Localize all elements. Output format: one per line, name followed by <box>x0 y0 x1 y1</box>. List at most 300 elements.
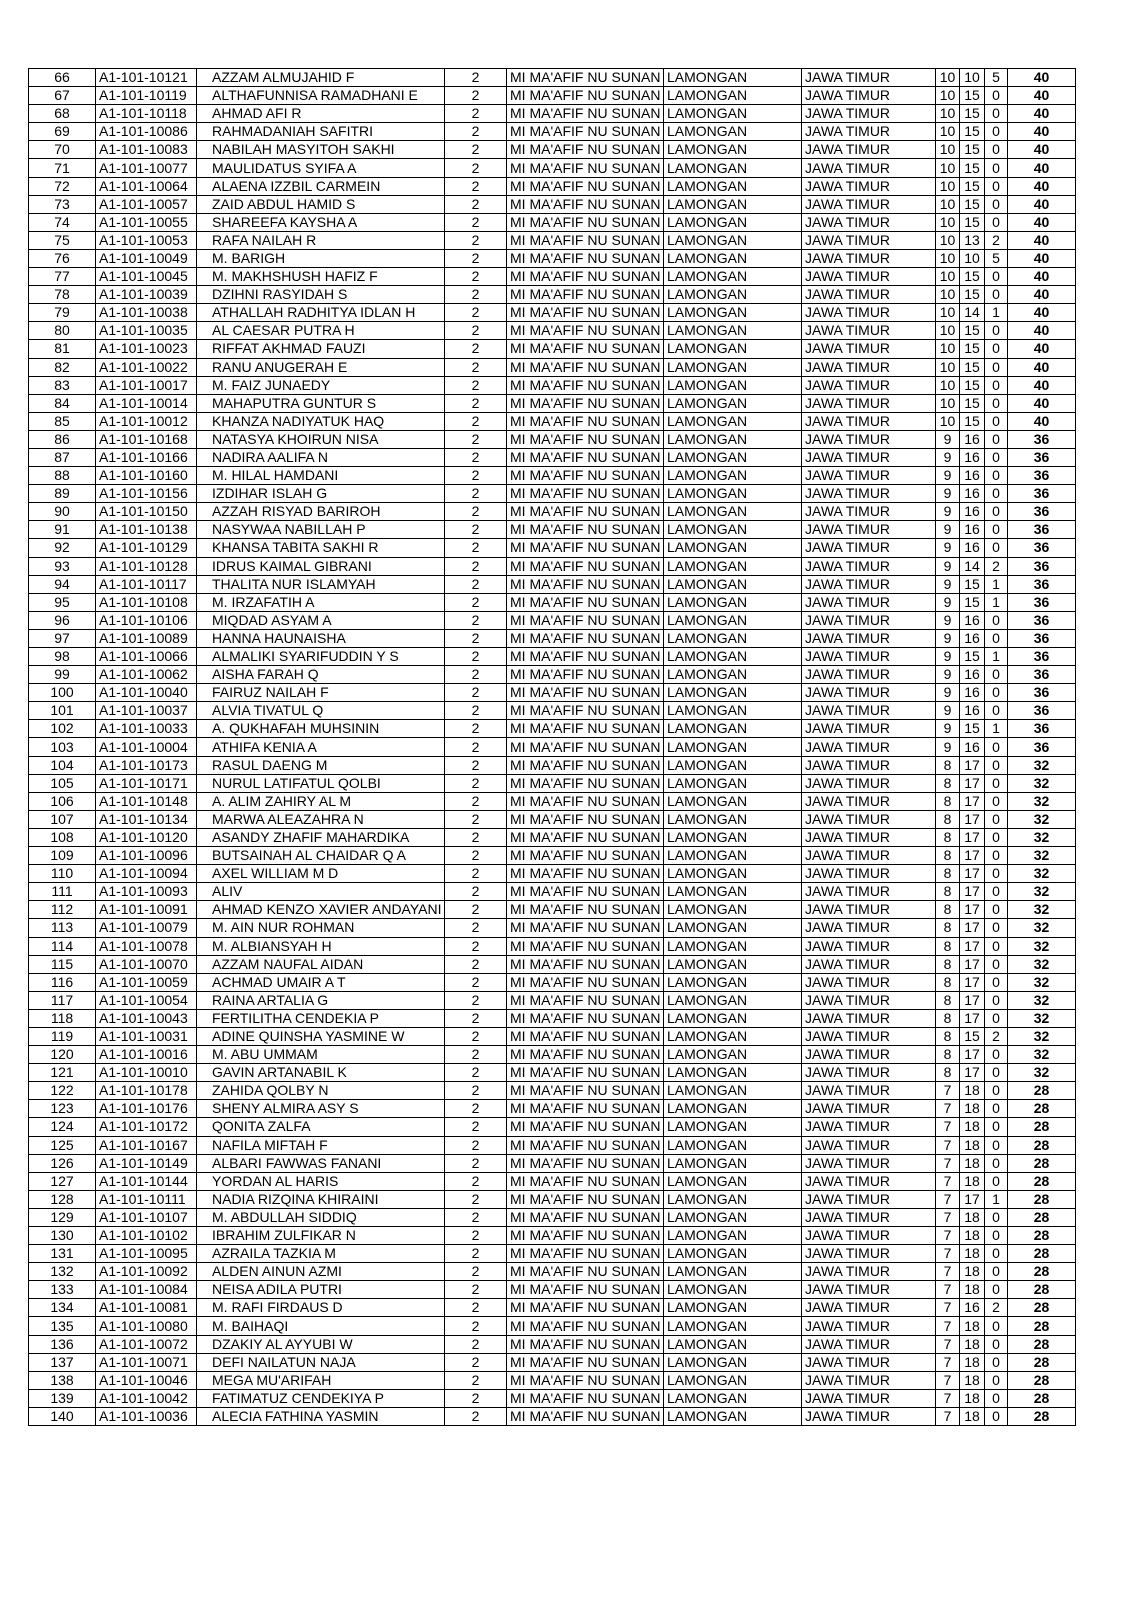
correct-count: 10 <box>936 213 960 231</box>
participant-name: ALIV <box>197 883 445 901</box>
row-number: 66 <box>29 69 96 87</box>
row-number: 117 <box>29 991 96 1009</box>
table-row <box>29 358 1076 376</box>
participant-id: A1-101-10036 <box>96 1407 197 1425</box>
participant-id: A1-101-10004 <box>96 738 197 756</box>
correct-count: 7 <box>936 1136 960 1154</box>
participant-id: A1-101-10079 <box>96 919 197 937</box>
blank-count: 0 <box>985 847 1008 865</box>
row-number: 132 <box>29 1263 96 1281</box>
table-row <box>29 774 1076 792</box>
participant-id: A1-101-10046 <box>96 1371 197 1389</box>
total-score: 32 <box>1008 847 1076 865</box>
blank-count: 0 <box>985 1100 1008 1118</box>
correct-count: 7 <box>936 1407 960 1425</box>
total-score: 36 <box>1008 575 1076 593</box>
participant-name: ZAHIDA QOLBY N <box>197 1082 445 1100</box>
grade: 2 <box>445 720 507 738</box>
wrong-count: 15 <box>960 105 985 123</box>
participant-id: A1-101-10111 <box>96 1190 197 1208</box>
school-name: MI MA'AFIF NU SUNAN <box>507 1407 664 1425</box>
grade: 2 <box>445 322 507 340</box>
row-number: 106 <box>29 792 96 810</box>
participant-id: A1-101-10108 <box>96 593 197 611</box>
grade: 2 <box>445 1046 507 1064</box>
wrong-count: 18 <box>960 1082 985 1100</box>
regency: LAMONGAN <box>664 268 802 286</box>
grade: 2 <box>445 503 507 521</box>
blank-count: 0 <box>985 340 1008 358</box>
school-name: MI MA'AFIF NU SUNAN <box>507 991 664 1009</box>
table-row <box>29 1190 1076 1208</box>
table-row <box>29 376 1076 394</box>
total-score: 28 <box>1008 1299 1076 1317</box>
blank-count: 1 <box>985 1190 1008 1208</box>
table-row <box>29 810 1076 828</box>
regency: LAMONGAN <box>664 286 802 304</box>
table-row <box>29 828 1076 846</box>
blank-count: 0 <box>985 141 1008 159</box>
row-number: 69 <box>29 123 96 141</box>
blank-count: 0 <box>985 1407 1008 1425</box>
participant-id: A1-101-10043 <box>96 1009 197 1027</box>
province: JAWA TIMUR <box>802 394 936 412</box>
table-row <box>29 1082 1076 1100</box>
participant-name: NEISA ADILA PUTRI <box>197 1281 445 1299</box>
wrong-count: 18 <box>960 1154 985 1172</box>
total-score: 28 <box>1008 1371 1076 1389</box>
participant-name: YORDAN AL HARIS <box>197 1172 445 1190</box>
blank-count: 2 <box>985 231 1008 249</box>
school-name: MI MA'AFIF NU SUNAN <box>507 847 664 865</box>
wrong-count: 18 <box>960 1227 985 1245</box>
table-row <box>29 1335 1076 1353</box>
participant-name: MAHAPUTRA GUNTUR S <box>197 394 445 412</box>
row-number: 116 <box>29 973 96 991</box>
wrong-count: 15 <box>960 141 985 159</box>
grade: 2 <box>445 1154 507 1172</box>
wrong-count: 14 <box>960 557 985 575</box>
participant-id: A1-101-10053 <box>96 231 197 249</box>
correct-count: 8 <box>936 847 960 865</box>
participant-name: ALDEN AINUN AZMI <box>197 1263 445 1281</box>
participant-id: A1-101-10167 <box>96 1136 197 1154</box>
grade: 2 <box>445 448 507 466</box>
correct-count: 10 <box>936 249 960 267</box>
row-number: 92 <box>29 539 96 557</box>
blank-count: 0 <box>985 756 1008 774</box>
wrong-count: 17 <box>960 774 985 792</box>
school-name: MI MA'AFIF NU SUNAN <box>507 485 664 503</box>
total-score: 40 <box>1008 159 1076 177</box>
table-row <box>29 539 1076 557</box>
wrong-count: 17 <box>960 810 985 828</box>
participant-id: A1-101-10040 <box>96 684 197 702</box>
blank-count: 0 <box>985 666 1008 684</box>
province: JAWA TIMUR <box>802 249 936 267</box>
total-score: 32 <box>1008 1046 1076 1064</box>
total-score: 36 <box>1008 430 1076 448</box>
blank-count: 0 <box>985 684 1008 702</box>
row-number: 74 <box>29 213 96 231</box>
table-row <box>29 1407 1076 1425</box>
regency: LAMONGAN <box>664 648 802 666</box>
table-row <box>29 955 1076 973</box>
wrong-count: 16 <box>960 1299 985 1317</box>
total-score: 32 <box>1008 991 1076 1009</box>
grade: 2 <box>445 1082 507 1100</box>
regency: LAMONGAN <box>664 376 802 394</box>
school-name: MI MA'AFIF NU SUNAN <box>507 1245 664 1263</box>
grade: 2 <box>445 1353 507 1371</box>
regency: LAMONGAN <box>664 1064 802 1082</box>
regency: LAMONGAN <box>664 756 802 774</box>
regency: LAMONGAN <box>664 629 802 647</box>
row-number: 112 <box>29 901 96 919</box>
school-name: MI MA'AFIF NU SUNAN <box>507 1371 664 1389</box>
school-name: MI MA'AFIF NU SUNAN <box>507 684 664 702</box>
table-row <box>29 1064 1076 1082</box>
grade: 2 <box>445 358 507 376</box>
province: JAWA TIMUR <box>802 539 936 557</box>
total-score: 32 <box>1008 919 1076 937</box>
regency: LAMONGAN <box>664 611 802 629</box>
regency: LAMONGAN <box>664 1208 802 1226</box>
wrong-count: 16 <box>960 738 985 756</box>
total-score: 40 <box>1008 231 1076 249</box>
row-number: 100 <box>29 684 96 702</box>
regency: LAMONGAN <box>664 1263 802 1281</box>
grade: 2 <box>445 1245 507 1263</box>
correct-count: 7 <box>936 1335 960 1353</box>
table-row <box>29 738 1076 756</box>
wrong-count: 15 <box>960 358 985 376</box>
row-number: 95 <box>29 593 96 611</box>
province: JAWA TIMUR <box>802 792 936 810</box>
wrong-count: 15 <box>960 1027 985 1045</box>
participant-id: A1-101-10176 <box>96 1100 197 1118</box>
regency: LAMONGAN <box>664 684 802 702</box>
participant-id: A1-101-10057 <box>96 195 197 213</box>
blank-count: 0 <box>985 937 1008 955</box>
regency: LAMONGAN <box>664 955 802 973</box>
total-score: 36 <box>1008 611 1076 629</box>
blank-count: 0 <box>985 485 1008 503</box>
participant-name: RAFA NAILAH R <box>197 231 445 249</box>
province: JAWA TIMUR <box>802 304 936 322</box>
correct-count: 7 <box>936 1172 960 1190</box>
participant-name: IZDIHAR ISLAH G <box>197 485 445 503</box>
correct-count: 7 <box>936 1281 960 1299</box>
blank-count: 0 <box>985 1046 1008 1064</box>
correct-count: 10 <box>936 141 960 159</box>
participant-name: NABILAH MASYITOH SAKHI <box>197 141 445 159</box>
total-score: 32 <box>1008 810 1076 828</box>
school-name: MI MA'AFIF NU SUNAN <box>507 1118 664 1136</box>
school-name: MI MA'AFIF NU SUNAN <box>507 1317 664 1335</box>
regency: LAMONGAN <box>664 358 802 376</box>
participant-id: A1-101-10092 <box>96 1263 197 1281</box>
participant-name: NAFILA MIFTAH F <box>197 1136 445 1154</box>
regency: LAMONGAN <box>664 1154 802 1172</box>
total-score: 40 <box>1008 376 1076 394</box>
row-number: 121 <box>29 1064 96 1082</box>
province: JAWA TIMUR <box>802 1263 936 1281</box>
table-row <box>29 177 1076 195</box>
school-name: MI MA'AFIF NU SUNAN <box>507 358 664 376</box>
correct-count: 8 <box>936 919 960 937</box>
wrong-count: 15 <box>960 340 985 358</box>
province: JAWA TIMUR <box>802 1154 936 1172</box>
correct-count: 9 <box>936 593 960 611</box>
regency: LAMONGAN <box>664 847 802 865</box>
school-name: MI MA'AFIF NU SUNAN <box>507 340 664 358</box>
correct-count: 9 <box>936 611 960 629</box>
participant-id: A1-101-10066 <box>96 648 197 666</box>
participant-name: KHANZA NADIYATUK HAQ <box>197 412 445 430</box>
table-row <box>29 485 1076 503</box>
table-row <box>29 666 1076 684</box>
participant-id: A1-101-10064 <box>96 177 197 195</box>
regency: LAMONGAN <box>664 937 802 955</box>
correct-count: 8 <box>936 955 960 973</box>
table-row <box>29 1136 1076 1154</box>
blank-count: 0 <box>985 883 1008 901</box>
row-number: 122 <box>29 1082 96 1100</box>
province: JAWA TIMUR <box>802 1317 936 1335</box>
regency: LAMONGAN <box>664 231 802 249</box>
school-name: MI MA'AFIF NU SUNAN <box>507 231 664 249</box>
grade: 2 <box>445 575 507 593</box>
wrong-count: 16 <box>960 485 985 503</box>
wrong-count: 15 <box>960 123 985 141</box>
wrong-count: 17 <box>960 901 985 919</box>
grade: 2 <box>445 865 507 883</box>
correct-count: 7 <box>936 1263 960 1281</box>
row-number: 140 <box>29 1407 96 1425</box>
blank-count: 0 <box>985 448 1008 466</box>
wrong-count: 18 <box>960 1317 985 1335</box>
grade: 2 <box>445 1009 507 1027</box>
participant-name: AZZAM ALMUJAHID F <box>197 69 445 87</box>
wrong-count: 15 <box>960 286 985 304</box>
school-name: MI MA'AFIF NU SUNAN <box>507 901 664 919</box>
regency: LAMONGAN <box>664 448 802 466</box>
table-row <box>29 1027 1076 1045</box>
row-number: 102 <box>29 720 96 738</box>
row-number: 110 <box>29 865 96 883</box>
school-name: MI MA'AFIF NU SUNAN <box>507 1100 664 1118</box>
participant-name: ALECIA FATHINA YASMIN <box>197 1407 445 1425</box>
province: JAWA TIMUR <box>802 1281 936 1299</box>
participant-name: RASUL DAENG M <box>197 756 445 774</box>
grade: 2 <box>445 1227 507 1245</box>
school-name: MI MA'AFIF NU SUNAN <box>507 213 664 231</box>
table-row <box>29 1009 1076 1027</box>
province: JAWA TIMUR <box>802 810 936 828</box>
row-number: 97 <box>29 629 96 647</box>
grade: 2 <box>445 141 507 159</box>
province: JAWA TIMUR <box>802 919 936 937</box>
regency: LAMONGAN <box>664 792 802 810</box>
province: JAWA TIMUR <box>802 955 936 973</box>
table-row <box>29 1317 1076 1335</box>
regency: LAMONGAN <box>664 1046 802 1064</box>
total-score: 40 <box>1008 213 1076 231</box>
wrong-count: 15 <box>960 394 985 412</box>
regency: LAMONGAN <box>664 485 802 503</box>
grade: 2 <box>445 955 507 973</box>
total-score: 36 <box>1008 666 1076 684</box>
blank-count: 0 <box>985 1208 1008 1226</box>
total-score: 32 <box>1008 865 1076 883</box>
grade: 2 <box>445 1172 507 1190</box>
grade: 2 <box>445 286 507 304</box>
blank-count: 0 <box>985 1281 1008 1299</box>
table-row <box>29 919 1076 937</box>
province: JAWA TIMUR <box>802 358 936 376</box>
grade: 2 <box>445 1118 507 1136</box>
blank-count: 0 <box>985 702 1008 720</box>
participant-id: A1-101-10166 <box>96 448 197 466</box>
table-row <box>29 141 1076 159</box>
province: JAWA TIMUR <box>802 322 936 340</box>
participant-name: M. ABU UMMAM <box>197 1046 445 1064</box>
regency: LAMONGAN <box>664 340 802 358</box>
participant-id: A1-101-10042 <box>96 1389 197 1407</box>
school-name: MI MA'AFIF NU SUNAN <box>507 973 664 991</box>
table-row <box>29 901 1076 919</box>
school-name: MI MA'AFIF NU SUNAN <box>507 756 664 774</box>
wrong-count: 17 <box>960 919 985 937</box>
province: JAWA TIMUR <box>802 467 936 485</box>
blank-count: 0 <box>985 87 1008 105</box>
blank-count: 0 <box>985 1389 1008 1407</box>
school-name: MI MA'AFIF NU SUNAN <box>507 666 664 684</box>
table-row <box>29 322 1076 340</box>
row-number: 96 <box>29 611 96 629</box>
table-row <box>29 249 1076 267</box>
correct-count: 10 <box>936 376 960 394</box>
row-number: 70 <box>29 141 96 159</box>
table-row <box>29 756 1076 774</box>
province: JAWA TIMUR <box>802 937 936 955</box>
wrong-count: 16 <box>960 666 985 684</box>
row-number: 90 <box>29 503 96 521</box>
total-score: 36 <box>1008 648 1076 666</box>
province: JAWA TIMUR <box>802 1046 936 1064</box>
correct-count: 8 <box>936 1046 960 1064</box>
wrong-count: 18 <box>960 1100 985 1118</box>
row-number: 68 <box>29 105 96 123</box>
blank-count: 0 <box>985 467 1008 485</box>
total-score: 32 <box>1008 774 1076 792</box>
total-score: 40 <box>1008 177 1076 195</box>
participant-id: A1-101-10072 <box>96 1335 197 1353</box>
regency: LAMONGAN <box>664 521 802 539</box>
regency: LAMONGAN <box>664 1136 802 1154</box>
regency: LAMONGAN <box>664 467 802 485</box>
participant-id: A1-101-10084 <box>96 1281 197 1299</box>
participant-name: NURUL LATIFATUL QOLBI <box>197 774 445 792</box>
school-name: MI MA'AFIF NU SUNAN <box>507 521 664 539</box>
participant-name: DZIHNI RASYIDAH S <box>197 286 445 304</box>
total-score: 28 <box>1008 1136 1076 1154</box>
province: JAWA TIMUR <box>802 430 936 448</box>
participant-name: FERTILITHA CENDEKIA P <box>197 1009 445 1027</box>
blank-count: 0 <box>985 286 1008 304</box>
school-name: MI MA'AFIF NU SUNAN <box>507 593 664 611</box>
row-number: 113 <box>29 919 96 937</box>
total-score: 36 <box>1008 629 1076 647</box>
blank-count: 1 <box>985 304 1008 322</box>
correct-count: 8 <box>936 792 960 810</box>
participant-id: A1-101-10144 <box>96 1172 197 1190</box>
grade: 2 <box>445 213 507 231</box>
participant-name: SHENY ALMIRA ASY S <box>197 1100 445 1118</box>
grade: 2 <box>445 792 507 810</box>
table-row <box>29 1353 1076 1371</box>
grade: 2 <box>445 231 507 249</box>
participant-id: A1-101-10173 <box>96 756 197 774</box>
regency: LAMONGAN <box>664 1118 802 1136</box>
blank-count: 5 <box>985 249 1008 267</box>
table-row <box>29 792 1076 810</box>
blank-count: 0 <box>985 412 1008 430</box>
blank-count: 0 <box>985 792 1008 810</box>
total-score: 28 <box>1008 1389 1076 1407</box>
blank-count: 0 <box>985 1245 1008 1263</box>
table-row <box>29 1118 1076 1136</box>
total-score: 36 <box>1008 702 1076 720</box>
regency: LAMONGAN <box>664 87 802 105</box>
total-score: 28 <box>1008 1208 1076 1226</box>
participant-id: A1-101-10062 <box>96 666 197 684</box>
grade: 2 <box>445 1136 507 1154</box>
participant-id: A1-101-10171 <box>96 774 197 792</box>
province: JAWA TIMUR <box>802 629 936 647</box>
total-score: 40 <box>1008 394 1076 412</box>
table-row <box>29 1245 1076 1263</box>
blank-count: 0 <box>985 376 1008 394</box>
province: JAWA TIMUR <box>802 1407 936 1425</box>
total-score: 32 <box>1008 1009 1076 1027</box>
grade: 2 <box>445 521 507 539</box>
wrong-count: 17 <box>960 792 985 810</box>
grade: 2 <box>445 376 507 394</box>
total-score: 28 <box>1008 1353 1076 1371</box>
correct-count: 9 <box>936 648 960 666</box>
grade: 2 <box>445 195 507 213</box>
regency: LAMONGAN <box>664 213 802 231</box>
province: JAWA TIMUR <box>802 448 936 466</box>
province: JAWA TIMUR <box>802 774 936 792</box>
table-row <box>29 593 1076 611</box>
correct-count: 10 <box>936 304 960 322</box>
participant-id: A1-101-10023 <box>96 340 197 358</box>
participant-name: AISHA FARAH Q <box>197 666 445 684</box>
blank-count: 0 <box>985 629 1008 647</box>
correct-count: 9 <box>936 521 960 539</box>
wrong-count: 18 <box>960 1208 985 1226</box>
total-score: 40 <box>1008 87 1076 105</box>
participant-name: M. RAFI FIRDAUS D <box>197 1299 445 1317</box>
school-name: MI MA'AFIF NU SUNAN <box>507 105 664 123</box>
row-number: 129 <box>29 1208 96 1226</box>
participant-name: HANNA HAUNAISHA <box>197 629 445 647</box>
regency: LAMONGAN <box>664 123 802 141</box>
regency: LAMONGAN <box>664 593 802 611</box>
